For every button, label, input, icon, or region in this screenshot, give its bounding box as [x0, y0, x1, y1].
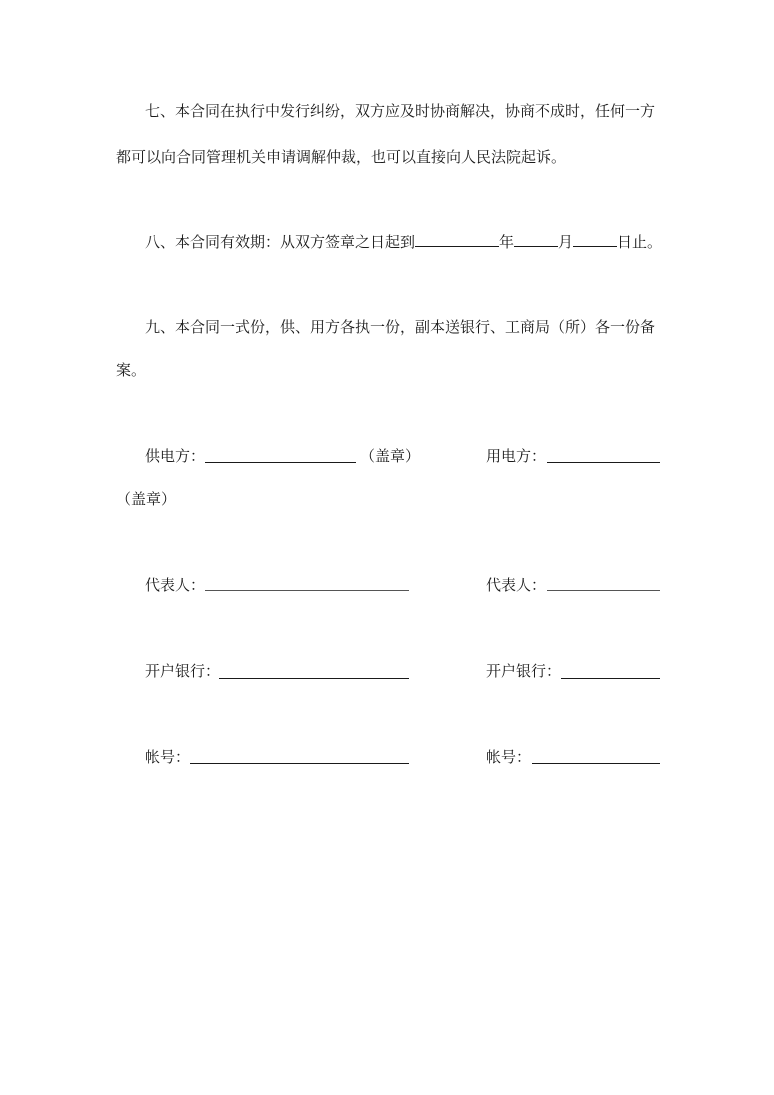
account-right-label: 帐号： [486, 748, 532, 766]
bank-right-label: 开户银行： [486, 662, 562, 680]
supplier-seal-label: （盖章） [360, 447, 421, 465]
clause-seven-line2: 都可以向合同管理机关申请调解仲裁，也可以直接向人民法院起诉。 [116, 148, 567, 166]
clause-nine-line1: 九、本合同一式份，供、用方各执一份，副本送银行、工商局（所）各一份备 [145, 318, 656, 336]
day-blank[interactable] [573, 230, 617, 247]
clause-eight-prefix: 八、本合同有效期：从双方签章之日起到 [145, 233, 416, 251]
representative-right-line[interactable] [547, 590, 660, 591]
user-label: 用电方： [486, 447, 547, 465]
month-blank[interactable] [514, 230, 558, 247]
supplier-label: 供电方： [145, 447, 206, 465]
clause-seven-line1: 七、本合同在执行中发行纠纷，双方应及时协商解决，协商不成时，任何一方 [145, 102, 656, 120]
representative-left-label: 代表人： [145, 576, 206, 594]
account-left-label: 帐号： [145, 748, 191, 766]
account-left-line[interactable] [190, 763, 409, 764]
year-blank[interactable] [415, 230, 499, 247]
day-end-label: 日止。 [617, 233, 663, 251]
clause-nine-line2: 案。 [116, 361, 147, 379]
clause-eight [145, 230, 662, 252]
month-label: 月 [558, 233, 574, 251]
representative-right-label: 代表人： [486, 576, 547, 594]
account-right-line[interactable] [532, 763, 660, 764]
representative-left-line[interactable] [205, 590, 409, 591]
user-signature-line[interactable] [547, 462, 660, 463]
year-label: 年 [499, 233, 515, 251]
supplier-signature-line[interactable] [205, 462, 356, 463]
bank-left-label: 开户银行： [145, 662, 221, 680]
bank-left-line[interactable] [219, 678, 409, 679]
bank-right-line[interactable] [561, 678, 660, 679]
user-seal-label: （盖章） [116, 490, 177, 508]
